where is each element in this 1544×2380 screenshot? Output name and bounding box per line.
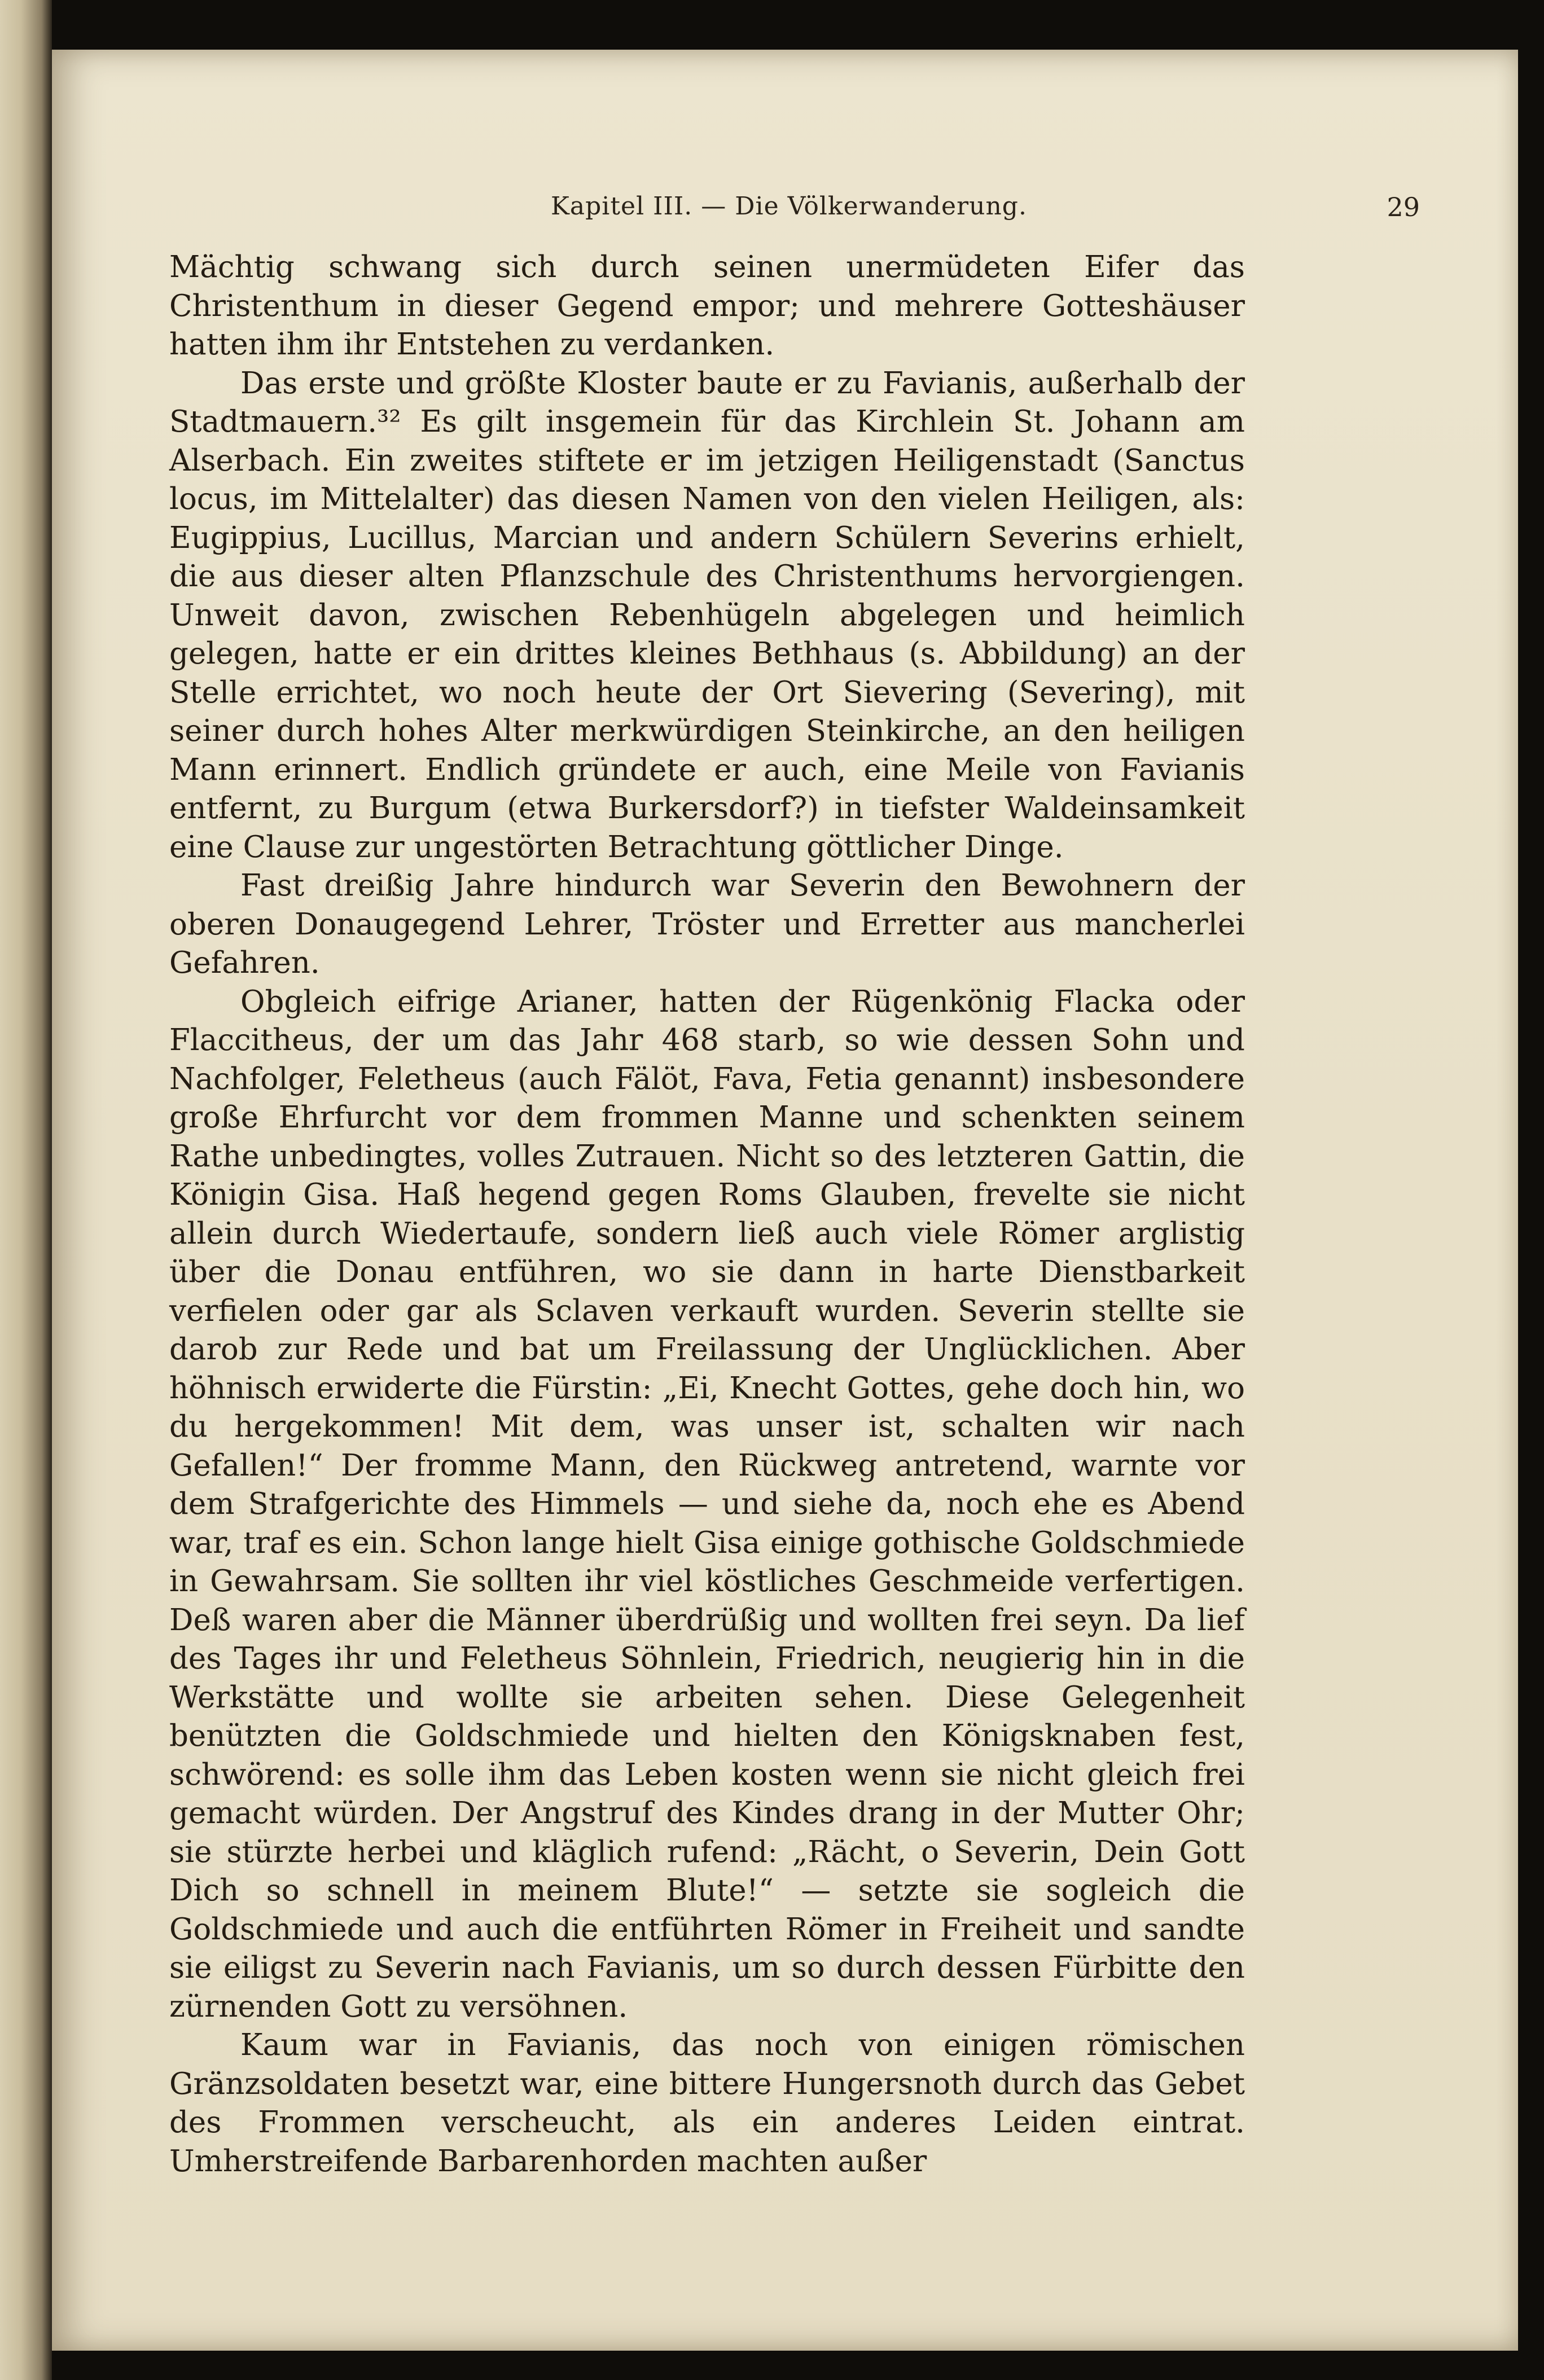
chapter-title: Kapitel III. — Die Völkerwanderung.	[551, 192, 1027, 221]
paragraph: Fast dreißig Jahre hindurch war Severin den Bewohnern der oberen Donaugegend Lehrer, Tröster und Erretter aus mancherlei Gefahren.	[169, 868, 1245, 980]
paragraph: Mächtig schwang sich durch seinen unermüdeten Eifer das Christenthum in dieser Gegend empor; und mehrere Gotteshäuser hatten ihm ihr Entstehen zu verdanken.	[169, 250, 1245, 362]
paragraph: Das erste und größte Kloster baute er zu Favianis, außerhalb der Stadtmauern.³² Es gilt insgemein für das Kirchlein St. Johann am Alserbach. Ein zweites stiftete er im jetzigen Heiligenstadt (Sanctus locus, im Mittelalter) das diesen Namen von den vielen Heiligen, als: Eugippius, Lucillus, Marcian und andern Schülern Severins erhielt, die aus dieser alten Pflanzschule des Christenthums hervorgiengen. Unweit davon, zwischen Rebenhügeln abgelegen und heimlich gelegen, hatte er ein drittes kleines Bethhaus (s. Abbildung) an der Stelle errichtet, wo noch heute der Ort Sievering (Severing), mit seiner durch hohes Alter merkwürdigen Steinkirche, an den heiligen Mann erinnert. Endlich gründete er auch, eine Meile von Favianis entfernt, zu Burgum (etwa Burkersdorf?) in tiefster Waldeinsamkeit eine Clause zur ungestörten Betrachtung göttlicher Dinge.	[169, 366, 1245, 864]
running-head	[158, 192, 1420, 226]
body-text	[169, 248, 1245, 2181]
page-number: 29	[1387, 192, 1420, 222]
paragraph: Kaum war in Favianis, das noch von einigen römischen Gränzsoldaten besetzt war, eine bittere Hungersnoth durch das Gebet des Frommen verscheucht, als ein anderes Leiden eintrat. Umherstreifende Barbarenhorden machten außer	[169, 2028, 1245, 2179]
book-spine	[0, 0, 52, 2380]
paragraph: Obgleich eifrige Arianer, hatten der Rügenkönig Flacka oder Flaccitheus, der um das Jahr 468 starb, so wie dessen Sohn und Nachfolger, Feletheus (auch Fälöt, Fava, Fetia genannt) insbesondere große Ehrfurcht vor dem frommen Manne und schenkten seinem Rathe unbedingtes, volles Zutrauen. Nicht so des letzteren Gattin, die Königin Gisa. Haß hegend gegen Roms Glauben, frevelte sie nicht allein durch Wiedertaufe, sondern ließ auch viele Römer arglistig über die Donau entführen, wo sie dann in harte Dienstbarkeit verfielen oder gar als Sclaven verkauft wurden. Severin stellte sie darob zur Rede und bat um Freilassung der Unglücklichen. Aber höhnisch erwiderte die Fürstin: „Ei, Knecht Gottes, gehe doch hin, wo du hergekommen! Mit dem, was unser ist, schalten wir nach Gefallen!“ Der fromme Mann, den Rückweg antretend, warnte vor dem Strafgerichte des Himmels — und siehe da, noch ehe es Abend war, traf es ein. Schon lange hielt Gisa einige gothische Goldschmiede in Gewahrsam. Sie sollten ihr viel köstliches Geschmeide verfertigen. Deß waren aber die Männer überdrüßig und wollten frei seyn. Da lief des Tages ihr und Feletheus Söhnlein, Friedrich, neugierig hin in die Werkstätte und wollte sie arbeiten sehen. Diese Gelegenheit benützten die Goldschmiede und hielten den Königsknaben fest, schwörend: es solle ihm das Leben kosten wenn sie nicht gleich frei gemacht würden. Der Angstruf des Kindes drang in der Mutter Ohr; sie stürzte herbei und kläglich rufend: „Rächt, o Severin, Dein Gott Dich so schnell in meinem Blute!“ — setzte sie sogleich die Goldschmiede und auch die entführten Römer in Freiheit und sandte sie eiligst zu Severin nach Favianis, um so durch dessen Fürbitte den zürnenden Gott zu versöhnen.	[169, 984, 1245, 2024]
